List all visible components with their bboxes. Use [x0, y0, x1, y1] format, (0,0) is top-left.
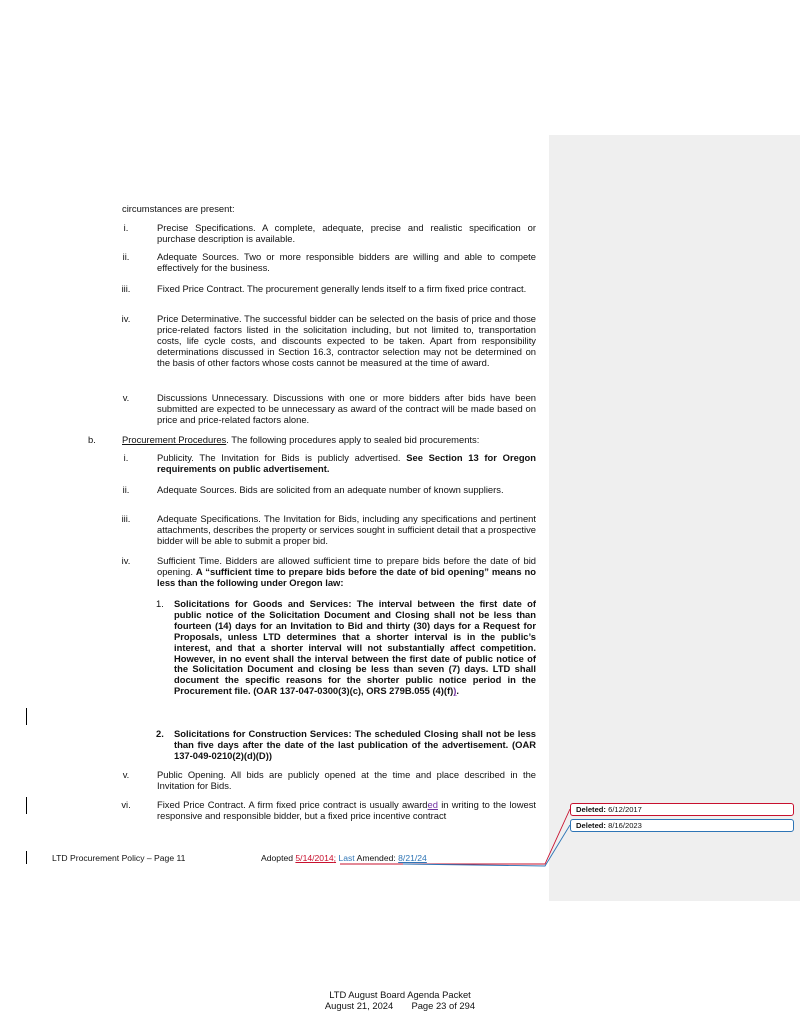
list-item: Discussions Unnecessary. Discussions with one or more bidders after bids have been submitted are expected to be unnecessary as award of the contract will be made based on price and price-related factors alone. [157, 392, 536, 425]
list-item: Precise Specifications. A complete, adequate, precise and realistic specification or purchase description is available. [157, 222, 536, 244]
procurement-procedures-heading: Procurement Procedures [122, 434, 227, 445]
item-number: v. [122, 392, 130, 403]
footer-title: LTD Procurement Policy – Page 11 [52, 853, 186, 863]
packet-date-page: August 21, 2024 Page 23 of 294 [324, 1000, 476, 1011]
item-number: i. [123, 452, 129, 463]
list-item: Fixed Price Contract. A firm fixed price contract is usually awarded in writing to the lowest responsive and responsible bidder, but a fixed price incentive contract [157, 799, 536, 821]
amended-date: 8/21/24 [398, 853, 427, 863]
subitem-number: 1. [156, 598, 164, 609]
list-item: Sufficient Time. Bidders are allowed sufficient time to prepare bids before the date of bid opening. A “sufficient time to prepare bids before the date of bid opening” means no less than the following under Oregon law: [157, 555, 536, 588]
item-number: iii. [121, 283, 131, 294]
section-label: b. [88, 434, 96, 445]
list-item: Public Opening. All bids are publicly opened at the time and place described in the Invitation for Bids. [157, 769, 536, 791]
subitem: Solicitations for Goods and Services: The interval between the first date of public notice of the Solicitation Document and Closing shall not be less than fourteen (14) days for an Invitation to Bid and thirty (30) days for a Request for Proposals, unless LTD determines that a shorter interval is in the public’s interest, and that a shorter interval will not substantially affect competition. However, in no event shall the interval between the first date of public notice of the Solicitation Document and closing be less than seven (7) days. LTD shall document the specific reasons for the shorter public notice period in the Procurement file. (OAR 137-047-0300(3)(c), ORS 279B.055 (4)(f)). [174, 598, 536, 697]
deleted-comment-balloon[interactable]: Deleted: 8/16/2023 [570, 819, 794, 832]
intro-text: circumstances are present: [122, 203, 235, 214]
footer-dates: Adopted 5/14/2014; Last Amended: 8/21/24 [261, 853, 427, 863]
list-item: Publicity. The Invitation for Bids is publicly advertised. See Section 13 for Oregon requirements on public advertisement. [157, 452, 536, 474]
item-number: ii. [122, 484, 130, 495]
subitem-number: 2. [156, 728, 164, 739]
section-heading: Procurement Procedures. The following procedures apply to sealed bid procurements: [122, 434, 480, 445]
inserted-text: ed [427, 799, 438, 810]
list-item: Adequate Specifications. The Invitation for Bids, including any specifications and pertinent attachments, describes the property or services sought in sufficient detail that a prospective bidder will be able to submit a proper bid. [157, 513, 536, 546]
connector-deleted-1 [340, 809, 570, 864]
item-number: iv. [121, 313, 131, 324]
item-number: v. [122, 769, 130, 780]
connector-deleted-2 [403, 825, 570, 866]
adopted-date: 5/14/2014 [295, 853, 334, 863]
item-number: vi. [121, 799, 131, 810]
inserted-text: ) [453, 685, 457, 697]
deleted-comment-balloon[interactable]: Deleted: 6/12/2017 [570, 803, 794, 816]
list-item: Adequate Sources. Bids are solicited from an adequate number of known suppliers. [157, 484, 504, 495]
packet-title: LTD August Board Agenda Packet [329, 989, 471, 1000]
subitem: Solicitations for Construction Services: The scheduled Closing shall not be less than five days after the date of the last publication of the advertisement. (OAR 137-049-0210(2)(d)(D)) [174, 728, 536, 761]
item-number: ii. [122, 251, 130, 262]
list-item: Price Determinative. The successful bidder can be selected on the basis of price and those price-related factors listed in the solicitation including, but not limited to, transportation costs, life cycle costs, and discounts expected to be taken. Apart from responsibility determinations discussed in Section 16.3, contractor selection may not be determined on the basis of other factors whose costs cannot be measured at the time of award. [157, 313, 536, 368]
item-number: iv. [121, 555, 131, 566]
item-number: i. [123, 222, 129, 233]
packet-footer [0, 989, 800, 1011]
list-item: Adequate Sources. Two or more responsible bidders are willing and able to compete effectively for the business. [157, 251, 536, 273]
list-item: Fixed Price Contract. The procurement generally lends itself to a firm fixed price contract. [157, 283, 527, 294]
item-number: iii. [121, 513, 131, 524]
